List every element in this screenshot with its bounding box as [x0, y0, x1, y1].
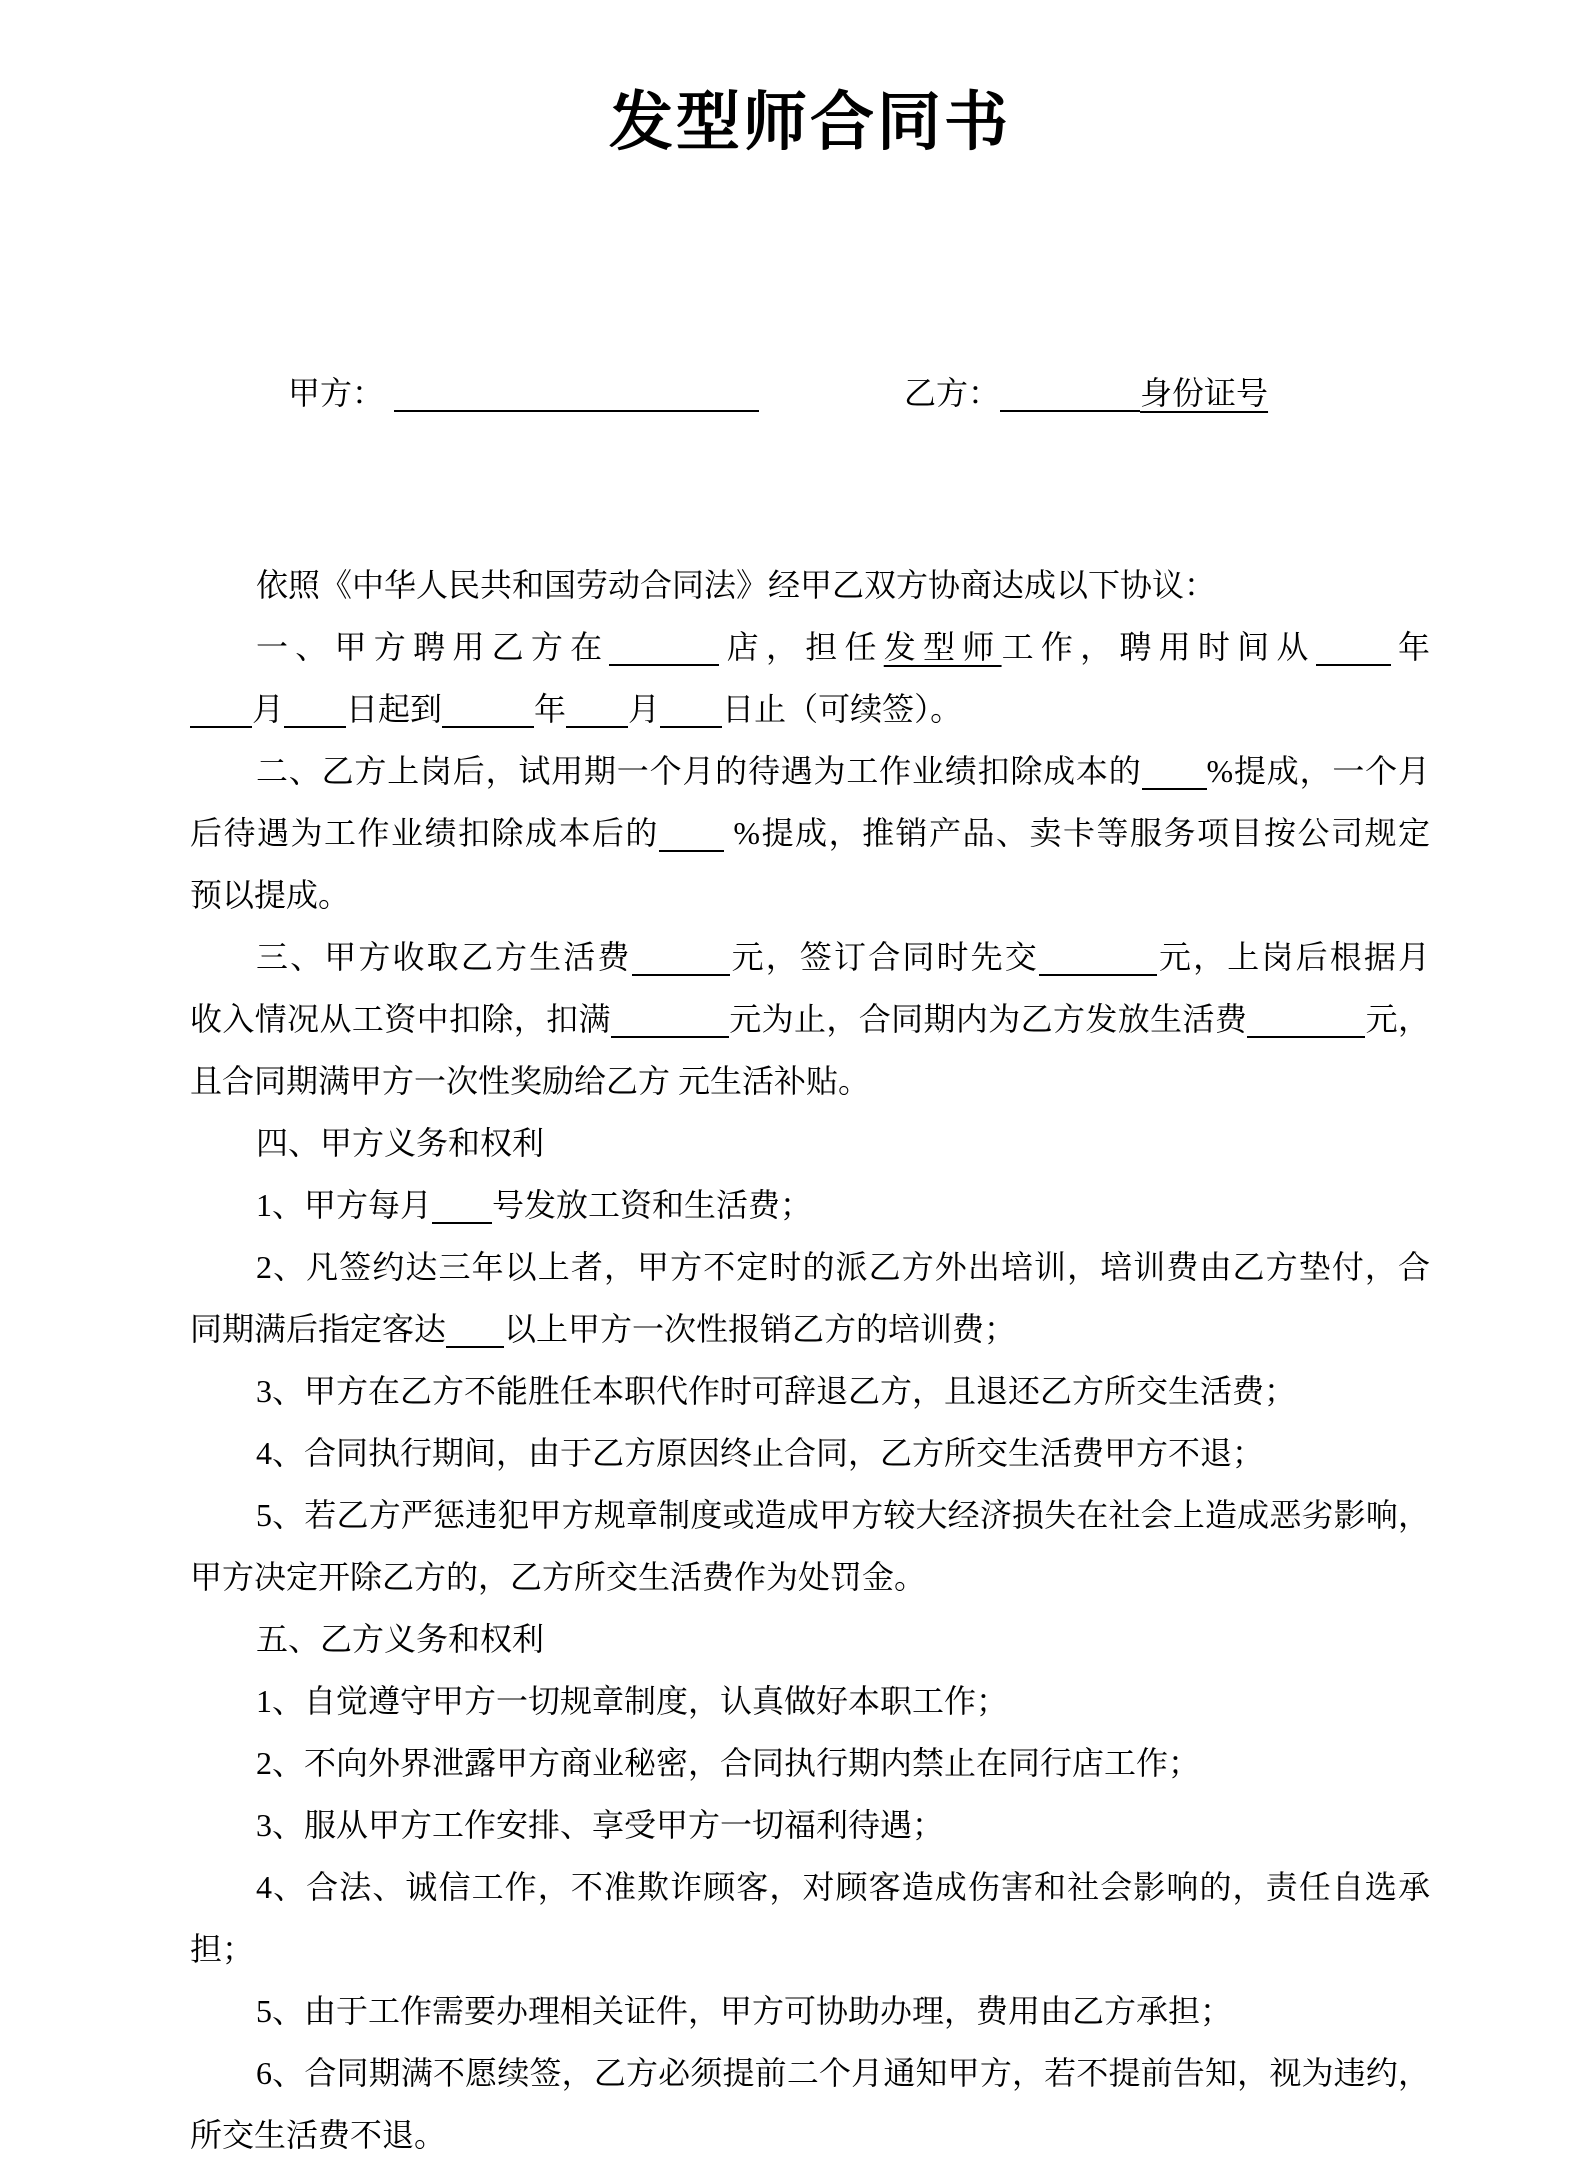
- text-run: 3、服从甲方工作安排、享受甲方一切福利待遇；: [256, 1807, 945, 1843]
- text-run: 元，签订合同时先交: [729, 939, 1039, 975]
- fill-in-blank: [446, 1314, 504, 1348]
- contract-line: [190, 1174, 1430, 1236]
- text-run: 且合同期满甲方一次性奖励给乙方 元生活补贴。: [190, 1063, 871, 1099]
- text-run: 店，担任: [719, 629, 884, 665]
- text-run: 1、甲方每月: [256, 1187, 433, 1223]
- fill-in-blank: [284, 694, 346, 728]
- text-run: 1、自觉遵守甲方一切规章制度，认真做好本职工作；: [256, 1683, 1009, 1719]
- contract-line: [190, 1608, 1430, 1670]
- underlined-text: 发型师: [883, 629, 1002, 665]
- fill-in-blank: [432, 1190, 492, 1224]
- contract-line: [190, 1732, 1430, 1794]
- text-run: 月: [252, 691, 285, 727]
- text-run: 元为止，合同期内为乙方发放生活费: [728, 1001, 1248, 1037]
- party-a-fill-in-blank: [394, 378, 759, 412]
- contract-line: [190, 988, 1430, 1050]
- contract-line: [190, 1112, 1430, 1174]
- text-run: 元，上岗后根据月: [1156, 939, 1430, 975]
- text-run: 四、甲方义务和权利: [256, 1125, 545, 1161]
- contract-line: [190, 678, 1430, 740]
- party-b-id-note: 身份证号: [1140, 375, 1269, 411]
- contract-line: [190, 2042, 1430, 2104]
- contract-line: [190, 1236, 1430, 1298]
- fill-in-blank: [1039, 942, 1157, 976]
- contract-line: [190, 1484, 1430, 1546]
- contract-line: [190, 2104, 1430, 2166]
- contract-line: [190, 1670, 1430, 1732]
- text-run: 五、乙方义务和权利: [256, 1621, 545, 1657]
- text-run: 6、合同期满不愿续签，乙方必须提前二个月通知甲方，若不提前告知，视为违约，: [256, 2055, 1430, 2091]
- text-run: 担；: [190, 1931, 255, 1967]
- text-run: 4、合法、诚信工作，不准欺诈顾客，对顾客造成伤害和社会影响的，责任自选承: [256, 1869, 1430, 1905]
- contract-page: [0, 88, 1587, 2166]
- text-run: 5、由于工作需要办理相关证件，甲方可协助办理，费用由乙方承担；: [256, 1993, 1233, 2029]
- text-run: 3、甲方在乙方不能胜任本职代作时可辞退乙方，且退还乙方所交生活费；: [256, 1373, 1297, 1409]
- text-run: %提成，推销产品、卖卡等服务项目按公司规定: [723, 815, 1430, 851]
- fill-in-blank: [1247, 1004, 1365, 1038]
- fill-in-blank: [659, 818, 724, 852]
- party-b-label: 乙方：: [904, 375, 1001, 411]
- parties-row: [190, 300, 1430, 486]
- contract-line: [190, 1360, 1430, 1422]
- contract-line: [190, 1856, 1430, 1918]
- fill-in-blank: [1142, 756, 1207, 790]
- text-run: 5、若乙方严惩违犯甲方规章制度或造成甲方较大经济损失在社会上造成恶劣影响，: [256, 1497, 1430, 1533]
- text-run: 月: [628, 691, 661, 727]
- fill-in-blank: [611, 1004, 729, 1038]
- contract-line: [190, 1298, 1430, 1360]
- fill-in-blank: [190, 694, 252, 728]
- text-run: 预以提成。: [190, 877, 351, 913]
- fill-in-blank: [1316, 632, 1391, 666]
- text-run: 年: [534, 691, 567, 727]
- text-run: 2、不向外界泄露甲方商业秘密，合同执行期内禁止在同行店工作；: [256, 1745, 1201, 1781]
- contract-body: [190, 554, 1430, 2166]
- fill-in-blank: [442, 694, 534, 728]
- text-run: 一、甲方聘用乙方在: [256, 629, 610, 665]
- contract-line: [190, 740, 1430, 802]
- text-run: 元，: [1365, 1001, 1430, 1037]
- party-b-fill-in-blank: [1000, 378, 1140, 412]
- contract-line: [190, 1546, 1430, 1608]
- text-run: 4、合同执行期间，由于乙方原因终止合同，乙方所交生活费甲方不退；: [256, 1435, 1265, 1471]
- text-run: 号发放工资和生活费；: [492, 1187, 813, 1223]
- text-run: 日止（可续签）。: [722, 691, 963, 727]
- text-run: 年: [1390, 629, 1430, 665]
- contract-line: [190, 1980, 1430, 2042]
- contract-line: [190, 1422, 1430, 1484]
- fill-in-blank: [660, 694, 722, 728]
- text-run: 日起到: [346, 691, 443, 727]
- text-run: 所交生活费不退。: [190, 2117, 447, 2153]
- text-run: 依照《中华人民共和国劳动合同法》经甲乙双方协商达成以下协议：: [256, 567, 1217, 603]
- contract-line: [190, 1918, 1430, 1980]
- text-run: 后待遇为工作业绩扣除成本后的: [190, 815, 659, 851]
- contract-line: [190, 802, 1430, 864]
- document-title: 发型师合同书: [609, 87, 1011, 158]
- text-run: %提成，一个月: [1206, 753, 1430, 789]
- contract-line: [190, 1050, 1430, 1112]
- party-a-label: 甲方：: [288, 375, 385, 411]
- text-run: 二、乙方上岗后，试用期一个月的待遇为工作业绩扣除成本的: [256, 753, 1142, 789]
- contract-line: [190, 554, 1430, 616]
- fill-in-blank: [632, 942, 730, 976]
- text-run: 三、甲方收取乙方生活费: [256, 939, 632, 975]
- fill-in-blank: [609, 632, 719, 666]
- contract-line: [190, 864, 1430, 926]
- text-run: 收入情况从工资中扣除，扣满: [190, 1001, 611, 1037]
- text-run: 2、凡签约达三年以上者，甲方不定时的派乙方外出培训，培训费由乙方垫付，合: [256, 1249, 1430, 1285]
- contract-line: [190, 926, 1430, 988]
- contract-line: [190, 616, 1430, 678]
- fill-in-blank: [566, 694, 628, 728]
- text-run: 工作，聘用时间从: [1001, 629, 1316, 665]
- text-run: 甲方决定开除乙方的，乙方所交生活费作为处罚金。: [190, 1559, 927, 1595]
- text-run: 以上甲方一次性报销乙方的培训费；: [504, 1311, 1017, 1347]
- text-run: 同期满后指定客达: [190, 1311, 447, 1347]
- contract-line: [190, 1794, 1430, 1856]
